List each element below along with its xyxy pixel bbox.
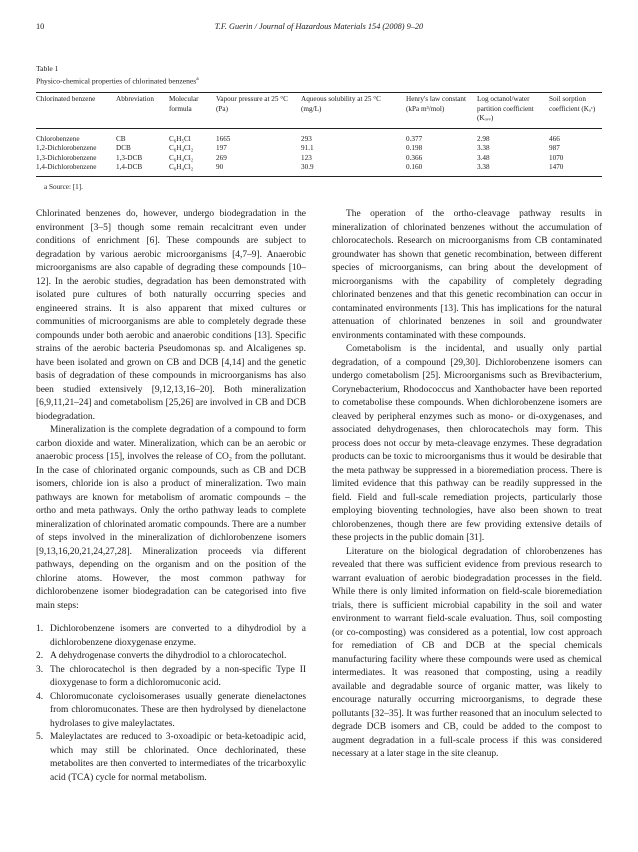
table-header-cell: Molecular formula [169, 95, 199, 113]
table-cell: CB [116, 134, 126, 143]
table-header-cell: Henry's law constant (kPa m³/mol) [406, 95, 466, 113]
table-cell: C₆H₄Cl₂ [169, 144, 194, 152]
list-item [36, 664, 306, 691]
table-cell: 0.198 [406, 144, 423, 152]
table-row [36, 163, 602, 176]
table-cell: C₆H₄Cl₂ [169, 153, 194, 162]
table-cell: 1470 [549, 163, 564, 171]
table-header-cell: Aqueous solubility at 25 °C (mg/L) [301, 95, 381, 113]
table-cell: 3.48 [477, 153, 490, 162]
table-cell: 91.1 [301, 144, 314, 152]
table-cell: 1070 [549, 153, 564, 162]
table-header-cell: Abbreviation [116, 95, 154, 103]
table-cell: 90 [216, 163, 224, 171]
table-cell: C₆H₅Cl [169, 134, 191, 143]
table-row [36, 144, 602, 154]
table-cell: 123 [301, 153, 312, 162]
paragraph: Cometabolism is the incidental, and usually only partial degradation, of a compound [29,30]. Dichlorobenzene isomers can undergo cometabolism [25]. Microorganisms such as Brevibacterium, Corynebacterium, Rhodococcus and Xanthobacter have been reported to cometabolise these compounds. When dichlorobenzene isomers are cleaved by peripheral enzymes such as mono- or di-oxygenases, and associated dehydrogenases, then chlorocatechols may form. This process does not occur by meta-cleavage enzymes. These degradation products can be toxic to microorganisms thus it would be desirable that the meta pathway be suppressed in a bioremediation process. There is limited evidence that this pathway can be readily suppressed in the field. Field and full-scale remediation projects, particularly those employing bioventing technologies, have also been shown to treat chlorobenzenes, though there are few providing extensive details of these projects in the public domain [31]. [332, 344, 602, 543]
list-item [36, 731, 306, 785]
table-cell: 1665 [216, 134, 231, 143]
table-label: Table 1 [36, 64, 59, 73]
table-cell: 197 [216, 144, 227, 152]
table-cell: 1,4-Dichlorobenzene [36, 163, 97, 171]
paragraph: Literature on the biological degradation of chlorobenzenes has revealed that there was sufficient evidence from previous research to warrant evaluation of aerobic biodegradation processes in the field. While there is only limited information on field-scale bioremediation trials, there is sufficient microbial capability in the soil and water environment to warrant field-scale evaluation. Thus, soil composting (or co-composting) was considered as a potential, low cost approach for remediation of CB and DCB at the special chemicals manufacturing facility where these compounds were used as chemical intermediates. It was reasoned that composting, using a readily available and degradable source of organic matter, was likely to encourage naturally occurring microorganisms, to degrade these pollutants [32–35]. It was further reasoned that an inoculum selected to degrade DCB isomers and CB, could be added to the compost to augment degradation in a full-scale process if this was considered necessary at a later stage in the site cleanup. [332, 546, 602, 759]
list-item-number: 5. [36, 732, 44, 742]
table-cell: 0.366 [406, 153, 423, 162]
journal-citation: T.F. Guerin / Journal of Hazardous Materials 154 (2008) 9–20 [214, 22, 424, 31]
table-header-cell: Vapour pressure at 25 °C (Pa) [216, 95, 288, 113]
table-footnote: a Source: [1]. [44, 183, 83, 191]
table-cell: 0.160 [406, 163, 423, 171]
table-caption [36, 63, 199, 87]
table-title: Physico-chemical properties of chlorinated benzenes [36, 76, 197, 86]
list-item [36, 650, 306, 664]
list-item-number: 3. [36, 664, 44, 675]
table-header-row [36, 93, 602, 129]
table-cell: 1,3-DCB [116, 153, 143, 162]
list-item-number: 4. [36, 691, 44, 702]
right-column [332, 208, 602, 762]
table-cell: 1,3-Dichlorobenzene [36, 153, 97, 162]
list-item-text: Chloromuconate cycloisomerases usually generate dienelactones from chloromuconates. These are then hydrolysed by dienelactone hydrolases to give maleylactates. [50, 691, 306, 729]
table-header-cell: Log octanol/water partition coefficient (Kₒᵥᵥ) [477, 95, 534, 122]
list-item [36, 691, 306, 732]
list-item-text: The chlorocatechol is then degraded by a non-specific Type II dioxygenase to form a dichloromuconic acid. [50, 664, 306, 688]
table-row [36, 154, 602, 164]
table-header-cell: Soil sorption coefficient (Kₒᶜ) [549, 95, 596, 113]
list-item [36, 623, 306, 650]
table-cell: 293 [301, 134, 312, 143]
table-cell: 1,4-DCB [116, 163, 143, 171]
table-cell: C₆H₄Cl₂ [169, 163, 194, 171]
table-row [36, 128, 602, 144]
table-cell: 0.377 [406, 134, 423, 143]
list-item-number: 1. [36, 624, 44, 634]
table-cell: DCB [116, 144, 131, 152]
page-number: 10 [36, 22, 45, 31]
table-cell: 30.9 [301, 163, 314, 171]
left-column [36, 208, 306, 785]
list-item-text: A dehydrogenase converts the dihydrodiol to a chlorocatechol. [50, 651, 287, 661]
table-cell: 2.98 [477, 134, 490, 143]
table-body [36, 128, 602, 176]
pathway-steps-list [36, 623, 306, 785]
table-cell: 1,2-Dichlorobenzene [36, 144, 97, 152]
paragraph: Chlorinated benzenes do, however, undergo biodegradation in the environment [3–5] though some remain recalcitrant even under conditions of enrichment [6]. These compounds are subject to degradation by various aerobic microorganisms [4,7–9]. Anaerobic microorganisms are also capable of degrading these compounds [10–12]. In the aerobic studies, degradation has been demonstrated with isolated pure cultures of both naturally occurring species and engineered strains. It is also apparent that mixed cultures or communities of microorganisms are able to completely degrade these compounds under both aerobic and anaerobic conditions [13]. Specific strains of the aerobic bacteria Pseudomonas sp. and Alcaligenes sp. have been isolated and grown on CB and DCB [4,14] and the genetic basis of degradation of these compounds in microorganisms has also been studied extensively [9,12,13,16–20]. Both mineralization [6,9,11,21–24] and cometabolism [25,26] are involved in CB and DCB biodegradation. [36, 209, 306, 422]
list-item-text: Maleylactates are reduced to 3-oxoadipic or beta-ketoadipic acid, which may still be chlorinated. Once dechlorinated, these metabolites are then converted to intermediates of the tricarboxylic acid (TCA) cycle for normal metabolism. [50, 732, 306, 783]
table-cell: 466 [549, 134, 560, 143]
running-header [36, 22, 602, 36]
table-cell: 269 [216, 153, 227, 162]
table-note-marker: a [196, 76, 199, 82]
table-cell: Chlorobenzene [36, 134, 80, 143]
table-header-cell: Chlorinated benzene [36, 95, 96, 103]
list-item-number: 2. [36, 651, 44, 661]
paragraph: The operation of the ortho-cleavage pathway results in mineralization of chlorinated benzenes without the accumulation of chlorocatechols. Research on microorganisms from CB contaminated groundwater has shown that genetic recombination, between different species of microorganisms, can bring about the development of microorganisms with the capability of completely degrading chlorinated benzenes and that this genetic recombination can occur in contaminated environments [13]. This has implications for the natural attenuation of chlorinated benzenes in soil and groundwater environments contaminated with these compounds. [332, 209, 602, 341]
table-cell: 3.38 [477, 144, 490, 152]
table-cell: 3.38 [477, 163, 490, 171]
list-item-text: Dichlorobenzene isomers are converted to a dihydrodiol by a dichlorobenzene dioxygenase enzyme. [50, 624, 306, 648]
properties-table [36, 92, 602, 177]
table-cell: 987 [549, 144, 560, 152]
paragraph: Mineralization is the complete degradation of a compound to form carbon dioxide and water. Mineralization, which can be an aerobic or anaerobic process [15], involves the release of CO₂ from the pollutant. In the case of chlorinated organic compounds, such as CB and DCB isomers, chloride ion is also a product of mineralization. Two main pathways are known for metabolism of aromatic compounds – the ortho and meta pathways. Only the ortho pathway leads to complete mineralization of chlorinated aromatic compounds. There are a number of steps involved in the mineralization of dichlorobenzene isomers [9,13,16,20,21,24,27,28]. Mineralization proceeds via different pathways, depending on the organism and on the position of the chlorine atoms. However, the most common pathway for dichlorobenzene isomer biodegradation can be categorised into five main steps: [36, 425, 306, 611]
